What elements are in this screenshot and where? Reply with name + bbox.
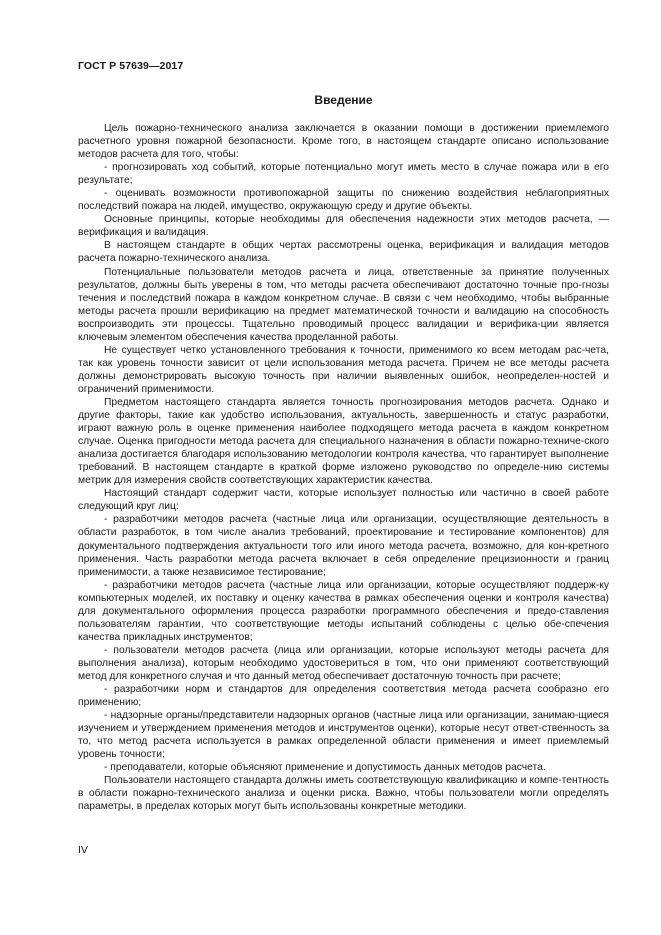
list-item: - пользователи методов расчета (лица или организации, которые используют методы расчета для выполнения анализа), которым необходимо удостовериться в том, что они применяют соответствующий метод для конкретного случая и что данный метод обеспечивает достаточную точность при расчете; bbox=[78, 644, 609, 682]
list-item: - надзорные органы/представители надзорных органов (частные лица или организации, занимаю-щиеся изучением и утверждением применения методов и инструментов оценки), которые несут ответ-ственность за то, что метод расчета используется в рамках определенной области применения и имеет приемлемый уровень точности; bbox=[78, 710, 609, 761]
list-item: - оценивать возможности противопожарной защиты по снижению воздействия неблагоприятных последствий пожара на людей, имущество, окружающую среду и другие объекты. bbox=[78, 188, 609, 213]
paragraph: Потенциальные пользователи методов расчета и лица, ответственные за принятие полученных результатов, должны быть уверены в том, что методы расчета обеспечивают достаточно точные про-гнозы течения и последствий пожара в каждом конкретном случае. В связи с чем необходимо, чтобы выбранные методы расчета прошли верификацию на предмет математической точности и валидацию на способность воспроизводить эти процессы. Тщательно проводимый процесс валидации и верифика-ции является ключевым элементом обеспечения качества проделанной работы. bbox=[78, 266, 609, 343]
list-item: - преподаватели, которые объясняют применение и допустимость данных методов расчета. bbox=[104, 762, 546, 774]
document-header: ГОСТ Р 57639—2017 bbox=[78, 60, 184, 72]
paragraph: Пользователи настоящего стандарта должны иметь соответствующую квалификацию и компе-тентность в области пожарно-технического анализа и оценки риска. Важно, чтобы пользователи могли определять параметры, в пределах которых могут быть использованы конкретные методики. bbox=[78, 775, 609, 813]
list-item: - разработчики методов расчета (частные лица или организации, которые осуществляют поддерж-ку компьютерных моделей, их поставку и оценку качества в рамках обеспечения оценки и контроля качества) для документального оформления процесса разработки программного обеспечения и предо-ставления пользователям гарантии, что соответствующие методы испытаний соблюдены с целью обе-спечения качества прикладных инструментов; bbox=[78, 579, 609, 643]
paragraph: Цель пожарно-технического анализа заключается в оказании помощи в достижении приемлемого расчетного уровня пожарной безопасности. Кроме того, в настоящем стандарте описано использование методов расчета для того, чтобы: bbox=[78, 123, 609, 161]
body-text bbox=[78, 122, 609, 813]
page-number: IV bbox=[78, 844, 88, 856]
list-item: - разработчики норм и стандартов для определения соответствия метода расчета сообразно его применению; bbox=[78, 684, 609, 709]
paragraph: В настоящем стандарте в общих чертах рассмотрены оценка, верификация и валидация методов расчета пожарно-технического анализа. bbox=[78, 240, 609, 265]
paragraph: Основные принципы, которые необходимы для обеспечения надежности этих методов расчета, — верификация и валидация. bbox=[78, 214, 609, 239]
list-item: - разработчики методов расчета (частные лица или организации, осуществляющие деятельность в области разработок, в том числе анализ требований, проектирование и тестирование компонентов) для документального подтверждения актуальности того или иного метода расчета, возможно, для кон-кретного применения. Часть разработки метода расчета включает в себя определение прецизионности и границ применимости, а также независимое тестирование; bbox=[78, 514, 609, 578]
paragraph: Настоящий стандарт содержит части, которые использует полностью или частично в своей работе следующий круг лиц: bbox=[78, 488, 609, 513]
paragraph: Предметом настоящего стандарта является точность прогнозирования методов расчета. Однако и другие факторы, такие как удобство использования, актуальность, завершенность и статус разработки, играют важную роль в оценке применения наиболее подходящего метода расчета в каждом конкретном случае. Оценка пригодности метода расчета для специального назначения в области пожарно-техниче-ского анализа достигается благодаря использованию методологии контроля качества, что гарантирует выполнение требований. В настоящем стандарте в краткой форме изложено руководство по определе-нию системы метрик для измерения свойств соответствующих характеристик качества. bbox=[78, 396, 609, 487]
section-title: Введение bbox=[314, 93, 373, 107]
list-item: - прогнозировать ход событий, которые потенциально могут иметь место в случае пожара или в его результате; bbox=[78, 162, 609, 187]
paragraph: Не существует четко установленного требования к точности, применимого ко всем методам рас-чета, так как уровень точности зависит от цели использования метода расчета. Причем не все методы расчета должны демонстрировать высокую точность при наличии выявленных ошибок, неопределен-ностей и ограничений применимости. bbox=[78, 344, 609, 395]
